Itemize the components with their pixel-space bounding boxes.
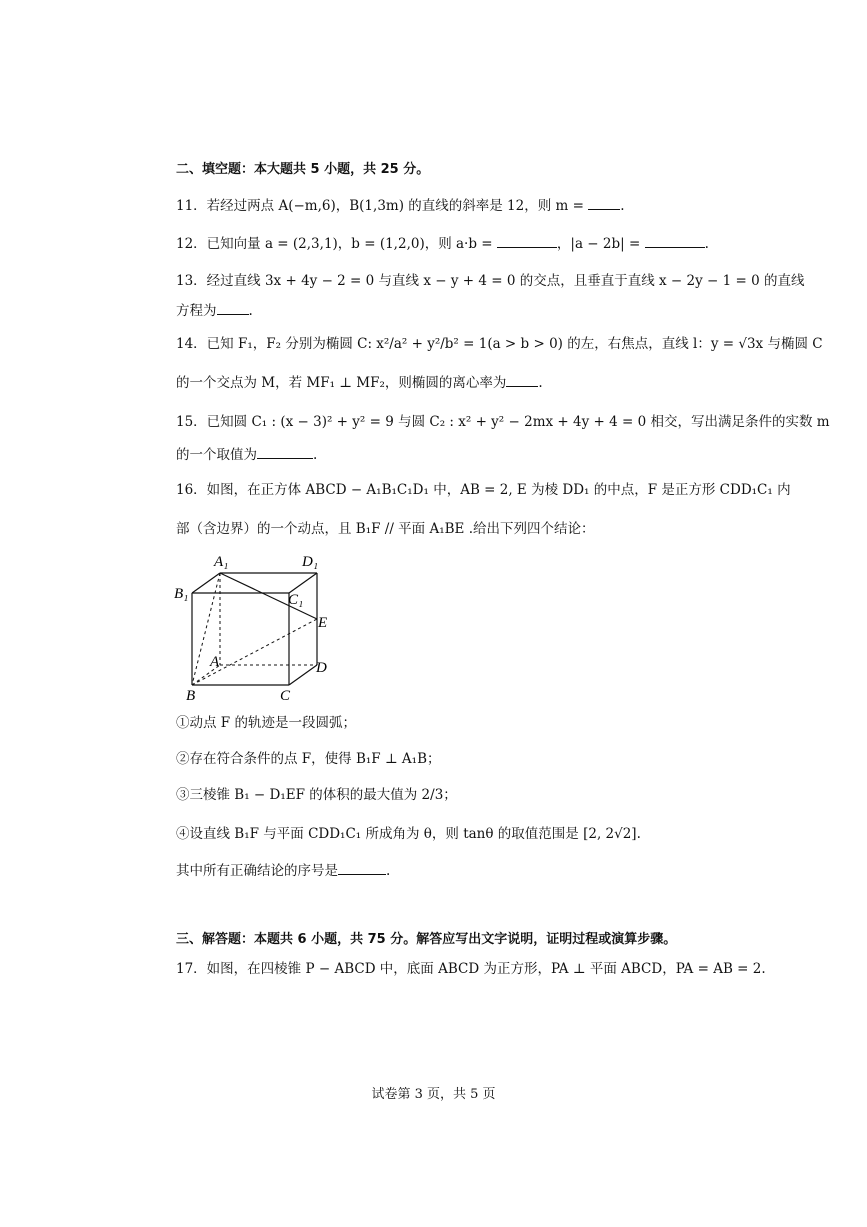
answer-blank-12a[interactable] <box>497 233 557 248</box>
question-13-line-2 <box>176 300 253 321</box>
conclusion-2: ②存在符合条件的点 F，使得 B₁F ⊥ A₁B； <box>176 751 441 767</box>
label-d1: D₁ <box>302 554 319 570</box>
question-17: 17．如图，在四棱锥 P − ABCD 中，底面 ABCD 为正方形，PA ⊥ 平面 ABCD，PA = AB = 2. <box>176 961 766 977</box>
question-14-line-2 <box>176 372 543 393</box>
label-a1: A₁ <box>214 554 229 570</box>
question-12-text-a: 12．已知向量 a = (2,3,1)，b = (1,2,0)，则 a·b = <box>176 236 493 252</box>
answer-blank-13[interactable] <box>217 300 249 315</box>
question-15-end: . <box>313 447 318 463</box>
question-13-text: 方程为 <box>176 303 217 319</box>
question-15-text: 的一个取值为 <box>176 447 257 463</box>
label-b1: B₁ <box>174 586 189 602</box>
question-15-line-2 <box>176 444 317 465</box>
question-13-end: . <box>248 303 253 319</box>
question-11-text: 11．若经过两点 A(−m,6)，B(1,3m) 的直线的斜率是 12，则 m = <box>176 198 584 214</box>
label-b: B <box>186 688 196 704</box>
question-14-text: 的一个交点为 M，若 MF₁ ⊥ MF₂，则椭圆的离心率为 <box>176 375 507 391</box>
page-footer: 试卷第 3 页，共 5 页 <box>371 1087 496 1102</box>
edge-b1a1 <box>192 573 220 593</box>
question-16-line-1: 16．如图，在正方体 ABCD − A₁B₁C₁D₁ 中，AB = 2, E 为棱 DD₁ 的中点，F 是正方形 CDD₁C₁ 内 <box>176 482 791 498</box>
answer-blank-15[interactable] <box>257 444 313 459</box>
label-a: A <box>210 654 220 670</box>
question-16-end: . <box>386 863 391 879</box>
answer-blank-11[interactable] <box>588 195 620 210</box>
edge-cd <box>289 665 317 685</box>
question-12-text-b: ，|a − 2b| = <box>556 236 641 252</box>
question-11 <box>176 195 625 216</box>
answer-blank-16[interactable] <box>338 860 386 875</box>
label-c: C <box>280 688 291 704</box>
conclusion-4: ④设直线 B₁F 与平面 CDD₁C₁ 所成角为 θ，则 tanθ 的取值范围是 [2, 2√2]. <box>176 826 641 842</box>
question-12-end: . <box>704 236 709 252</box>
answer-blank-12b[interactable] <box>645 233 705 248</box>
conclusion-3: ③三棱锥 B₁ − D₁EF 的体积的最大值为 2/3； <box>176 787 457 803</box>
section-2-heading: 二、填空题：本大题共 5 小题，共 25 分。 <box>176 162 430 177</box>
question-12 <box>176 233 709 254</box>
question-13-line-1: 13．经过直线 3x + 4y − 2 = 0 与直线 x − y + 4 = 0 的交点，且垂直于直线 x − 2y − 1 = 0 的直线 <box>176 273 805 289</box>
question-11-end: . <box>620 198 625 214</box>
conclusion-1: ①动点 F 的轨迹是一段圆弧； <box>176 715 356 731</box>
label-c1: C₁ <box>288 592 304 608</box>
answer-blank-14[interactable] <box>506 372 538 387</box>
edge-c1d1 <box>289 573 317 593</box>
question-14-end: . <box>538 375 543 391</box>
segment-be <box>192 619 317 685</box>
label-e: E <box>318 615 328 631</box>
question-16-answer-line <box>176 860 390 881</box>
label-d: D <box>316 660 327 676</box>
question-16-answer-text: 其中所有正确结论的序号是 <box>176 863 338 879</box>
question-14-line-1: 14．已知 F₁，F₂ 分别为椭圆 C: x²/a² + y²/b² = 1(a > b > 0) 的左，右焦点，直线 l：y = √3x 与椭圆 C <box>176 336 823 352</box>
question-16-line-2: 部（含边界）的一个动点，且 B₁F // 平面 A₁BE .给出下列四个结论： <box>176 521 595 537</box>
section-3-heading: 三、解答题：本题共 6 小题，共 75 分。解答应写出文字说明，证明过程或演算步骤。 <box>176 932 677 947</box>
cube-figure <box>170 548 340 708</box>
question-15-line-1: 15．已知圆 C₁ : (x − 3)² + y² = 9 与圆 C₂ : x² + y² − 2mx + 4y + 4 = 0 相交，写出满足条件的实数 m <box>176 414 830 430</box>
